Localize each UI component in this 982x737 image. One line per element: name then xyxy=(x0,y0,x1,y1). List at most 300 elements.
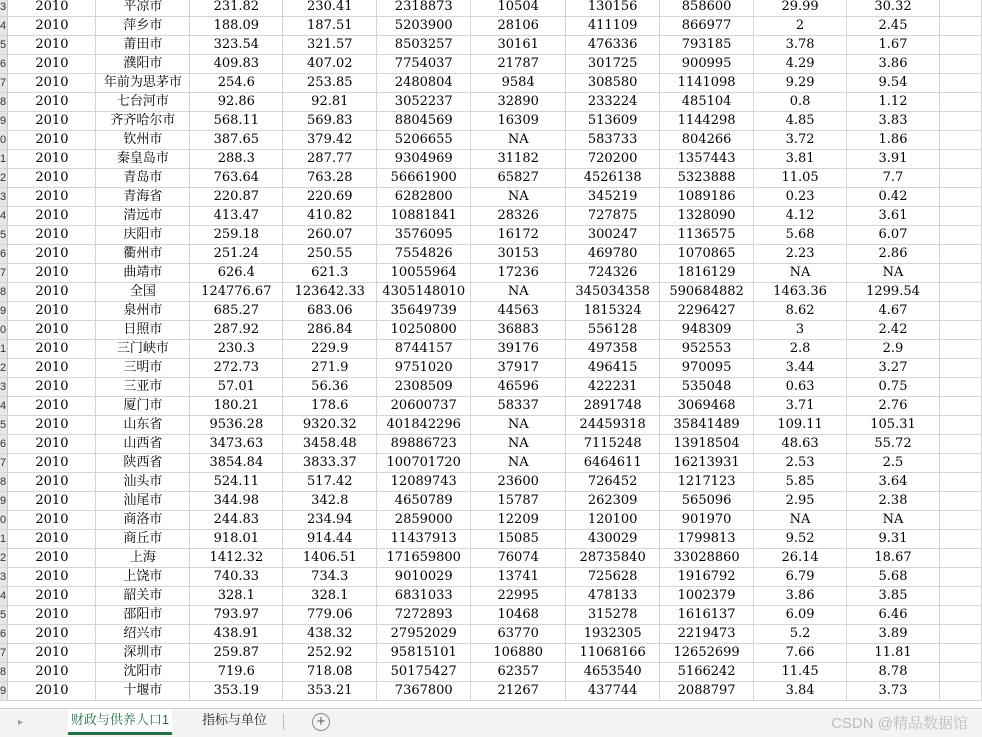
empty-cell[interactable] xyxy=(939,283,981,302)
table-cell[interactable]: 2.5 xyxy=(847,454,940,473)
table-cell[interactable]: 3.86 xyxy=(847,55,940,74)
table-cell[interactable]: 124776.67 xyxy=(190,283,283,302)
table-cell[interactable]: 29.99 xyxy=(754,0,847,17)
table-cell[interactable]: 301725 xyxy=(566,55,660,74)
table-cell[interactable]: 220.87 xyxy=(190,188,283,207)
table-cell[interactable]: 青岛市 xyxy=(96,169,190,188)
row-header[interactable]: 0 xyxy=(0,131,8,150)
row-header[interactable]: 4 xyxy=(0,17,8,36)
table-cell[interactable]: 18.67 xyxy=(847,549,940,568)
table-cell[interactable]: 621.3 xyxy=(283,264,377,283)
table-cell[interactable]: 9536.28 xyxy=(190,416,283,435)
table-cell[interactable]: 2010 xyxy=(8,530,96,549)
row-header[interactable]: 8 xyxy=(0,473,8,492)
table-cell[interactable]: NA xyxy=(471,188,566,207)
table-cell[interactable]: 230.41 xyxy=(283,0,377,17)
empty-cell[interactable] xyxy=(939,150,981,169)
table-cell[interactable]: 2010 xyxy=(8,207,96,226)
table-cell[interactable]: 76074 xyxy=(471,549,566,568)
table-cell[interactable]: 13741 xyxy=(471,568,566,587)
table-cell[interactable]: 6282800 xyxy=(377,188,471,207)
table-cell[interactable]: 12209 xyxy=(471,511,566,530)
table-cell[interactable]: 三明市 xyxy=(96,359,190,378)
table-cell[interactable]: 345034358 xyxy=(566,283,660,302)
table-cell[interactable]: 46596 xyxy=(471,378,566,397)
table-cell[interactable]: 0.75 xyxy=(847,378,940,397)
table-cell[interactable]: 3.84 xyxy=(754,682,847,701)
table-cell[interactable]: 4.85 xyxy=(754,112,847,131)
table-cell[interactable]: 260.07 xyxy=(283,226,377,245)
table-cell[interactable]: 725628 xyxy=(566,568,660,587)
table-cell[interactable]: 曲靖市 xyxy=(96,264,190,283)
table-cell[interactable]: 253.85 xyxy=(283,74,377,93)
empty-cell[interactable] xyxy=(939,435,981,454)
row-header[interactable]: 9 xyxy=(0,112,8,131)
table-cell[interactable]: 63770 xyxy=(471,625,566,644)
table-cell[interactable]: 92.81 xyxy=(283,93,377,112)
table-cell[interactable]: 十堰市 xyxy=(96,682,190,701)
table-cell[interactable]: 914.44 xyxy=(283,530,377,549)
table-cell[interactable]: NA xyxy=(471,283,566,302)
table-cell[interactable]: 3.89 xyxy=(847,625,940,644)
table-cell[interactable]: 517.42 xyxy=(283,473,377,492)
table-cell[interactable]: 10468 xyxy=(471,606,566,625)
table-cell[interactable]: 4653540 xyxy=(566,663,660,682)
empty-cell[interactable] xyxy=(939,682,981,701)
table-cell[interactable]: 353.21 xyxy=(283,682,377,701)
table-cell[interactable]: 727875 xyxy=(566,207,660,226)
table-cell[interactable]: 21787 xyxy=(471,55,566,74)
table-cell[interactable]: 8744157 xyxy=(377,340,471,359)
table-cell[interactable]: 5323888 xyxy=(660,169,754,188)
table-cell[interactable]: 9.31 xyxy=(847,530,940,549)
table-cell[interactable]: 262309 xyxy=(566,492,660,511)
table-cell[interactable]: 10881841 xyxy=(377,207,471,226)
table-cell[interactable]: 244.83 xyxy=(190,511,283,530)
row-header[interactable]: 0 xyxy=(0,511,8,530)
table-cell[interactable]: 345219 xyxy=(566,188,660,207)
table-cell[interactable]: 342.8 xyxy=(283,492,377,511)
table-cell[interactable]: 沈阳市 xyxy=(96,663,190,682)
table-cell[interactable]: 2010 xyxy=(8,302,96,321)
table-cell[interactable]: 2010 xyxy=(8,587,96,606)
table-cell[interactable]: 2010 xyxy=(8,549,96,568)
table-cell[interactable]: 2010 xyxy=(8,397,96,416)
table-cell[interactable]: 478133 xyxy=(566,587,660,606)
table-cell[interactable]: 6.46 xyxy=(847,606,940,625)
table-cell[interactable]: 35841489 xyxy=(660,416,754,435)
table-cell[interactable]: 2010 xyxy=(8,245,96,264)
table-cell[interactable]: 24459318 xyxy=(566,416,660,435)
table-cell[interactable]: 590684882 xyxy=(660,283,754,302)
table-cell[interactable]: 2010 xyxy=(8,188,96,207)
row-header[interactable]: 7 xyxy=(0,454,8,473)
table-cell[interactable]: 7367800 xyxy=(377,682,471,701)
table-cell[interactable]: 2.9 xyxy=(847,340,940,359)
table-cell[interactable]: 866977 xyxy=(660,17,754,36)
table-cell[interactable]: 2010 xyxy=(8,568,96,587)
table-cell[interactable]: 422231 xyxy=(566,378,660,397)
row-header[interactable]: 3 xyxy=(0,0,8,17)
table-cell[interactable]: 2010 xyxy=(8,150,96,169)
table-cell[interactable]: 4650789 xyxy=(377,492,471,511)
table-cell[interactable]: 3.81 xyxy=(754,150,847,169)
empty-cell[interactable] xyxy=(939,245,981,264)
table-cell[interactable]: 2010 xyxy=(8,321,96,340)
table-cell[interactable]: 秦皇岛市 xyxy=(96,150,190,169)
table-cell[interactable]: 379.42 xyxy=(283,131,377,150)
table-cell[interactable]: 287.92 xyxy=(190,321,283,340)
table-cell[interactable]: 三门峡市 xyxy=(96,340,190,359)
row-header[interactable]: 9 xyxy=(0,302,8,321)
row-header[interactable]: 0 xyxy=(0,321,8,340)
table-cell[interactable]: 23600 xyxy=(471,473,566,492)
table-cell[interactable]: 16172 xyxy=(471,226,566,245)
table-cell[interactable]: 58337 xyxy=(471,397,566,416)
empty-cell[interactable] xyxy=(939,169,981,188)
table-cell[interactable]: 918.01 xyxy=(190,530,283,549)
table-cell[interactable]: 10055964 xyxy=(377,264,471,283)
table-cell[interactable]: 1141098 xyxy=(660,74,754,93)
table-cell[interactable]: 793185 xyxy=(660,36,754,55)
table-cell[interactable]: 清远市 xyxy=(96,207,190,226)
table-cell[interactable]: 188.09 xyxy=(190,17,283,36)
table-cell[interactable]: 401842296 xyxy=(377,416,471,435)
table-cell[interactable]: 2010 xyxy=(8,36,96,55)
table-cell[interactable]: 1357443 xyxy=(660,150,754,169)
table-cell[interactable]: 259.87 xyxy=(190,644,283,663)
table-cell[interactable]: 1136575 xyxy=(660,226,754,245)
table-cell[interactable]: 57.01 xyxy=(190,378,283,397)
empty-cell[interactable] xyxy=(939,473,981,492)
table-cell[interactable]: NA xyxy=(471,435,566,454)
table-cell[interactable]: 300247 xyxy=(566,226,660,245)
table-cell[interactable]: 衢州市 xyxy=(96,245,190,264)
table-cell[interactable]: 858600 xyxy=(660,0,754,17)
table-cell[interactable]: 2.8 xyxy=(754,340,847,359)
row-header[interactable]: 4 xyxy=(0,207,8,226)
table-cell[interactable]: 深圳市 xyxy=(96,644,190,663)
table-cell[interactable]: 95815101 xyxy=(377,644,471,663)
table-cell[interactable]: 497358 xyxy=(566,340,660,359)
table-cell[interactable]: 438.91 xyxy=(190,625,283,644)
table-cell[interactable]: 9010029 xyxy=(377,568,471,587)
table-cell[interactable]: 2859000 xyxy=(377,511,471,530)
table-cell[interactable]: NA xyxy=(471,416,566,435)
table-cell[interactable]: 7.66 xyxy=(754,644,847,663)
table-cell[interactable]: 180.21 xyxy=(190,397,283,416)
tab-scroll-right-icon[interactable]: ▸ xyxy=(18,717,24,728)
row-header[interactable]: 8 xyxy=(0,663,8,682)
empty-cell[interactable] xyxy=(939,625,981,644)
tab-finance-population[interactable]: 财政与供养人口1 xyxy=(68,709,172,735)
table-cell[interactable]: 15787 xyxy=(471,492,566,511)
table-cell[interactable]: 568.11 xyxy=(190,112,283,131)
table-cell[interactable]: 10250800 xyxy=(377,321,471,340)
table-cell[interactable]: 437744 xyxy=(566,682,660,701)
table-cell[interactable]: 286.84 xyxy=(283,321,377,340)
table-cell[interactable]: 2010 xyxy=(8,454,96,473)
table-cell[interactable]: 2010 xyxy=(8,17,96,36)
table-cell[interactable]: 11437913 xyxy=(377,530,471,549)
table-cell[interactable]: 308580 xyxy=(566,74,660,93)
table-cell[interactable]: 2.53 xyxy=(754,454,847,473)
table-cell[interactable]: 31182 xyxy=(471,150,566,169)
table-cell[interactable]: 3 xyxy=(754,321,847,340)
row-header[interactable]: 4 xyxy=(0,587,8,606)
table-cell[interactable]: 0.42 xyxy=(847,188,940,207)
table-cell[interactable]: 5.68 xyxy=(847,568,940,587)
table-cell[interactable]: 30161 xyxy=(471,36,566,55)
table-cell[interactable]: 2010 xyxy=(8,644,96,663)
table-cell[interactable]: 4.29 xyxy=(754,55,847,74)
table-cell[interactable]: 6.79 xyxy=(754,568,847,587)
empty-cell[interactable] xyxy=(939,264,981,283)
table-cell[interactable]: 230.3 xyxy=(190,340,283,359)
table-cell[interactable]: 0.23 xyxy=(754,188,847,207)
table-cell[interactable]: 汕尾市 xyxy=(96,492,190,511)
table-cell[interactable]: 1217123 xyxy=(660,473,754,492)
table-cell[interactable]: 5166242 xyxy=(660,663,754,682)
table-cell[interactable]: 272.73 xyxy=(190,359,283,378)
table-cell[interactable]: 2010 xyxy=(8,131,96,150)
table-cell[interactable]: 陕西省 xyxy=(96,454,190,473)
table-cell[interactable]: 476336 xyxy=(566,36,660,55)
table-cell[interactable]: 1616137 xyxy=(660,606,754,625)
table-cell[interactable]: 259.18 xyxy=(190,226,283,245)
table-cell[interactable]: 4526138 xyxy=(566,169,660,188)
table-cell[interactable]: 5203900 xyxy=(377,17,471,36)
table-cell[interactable]: 1815324 xyxy=(566,302,660,321)
table-cell[interactable]: 39176 xyxy=(471,340,566,359)
table-cell[interactable]: 387.65 xyxy=(190,131,283,150)
table-cell[interactable]: 565096 xyxy=(660,492,754,511)
table-cell[interactable]: 220.69 xyxy=(283,188,377,207)
table-cell[interactable]: 2010 xyxy=(8,0,96,17)
table-cell[interactable]: 3854.84 xyxy=(190,454,283,473)
table-cell[interactable]: 1299.54 xyxy=(847,283,940,302)
table-cell[interactable]: 2010 xyxy=(8,264,96,283)
row-header[interactable]: 6 xyxy=(0,245,8,264)
table-cell[interactable]: 35649739 xyxy=(377,302,471,321)
table-cell[interactable]: 汕头市 xyxy=(96,473,190,492)
empty-cell[interactable] xyxy=(939,397,981,416)
table-cell[interactable]: 100701720 xyxy=(377,454,471,473)
table-cell[interactable]: 3.64 xyxy=(847,473,940,492)
table-cell[interactable]: 9320.32 xyxy=(283,416,377,435)
table-cell[interactable]: 3.71 xyxy=(754,397,847,416)
table-cell[interactable]: 2010 xyxy=(8,283,96,302)
table-cell[interactable]: 青海省 xyxy=(96,188,190,207)
table-cell[interactable]: 庆阳市 xyxy=(96,226,190,245)
table-cell[interactable]: 泉州市 xyxy=(96,302,190,321)
table-cell[interactable]: 日照市 xyxy=(96,321,190,340)
table-cell[interactable]: 407.02 xyxy=(283,55,377,74)
table-cell[interactable]: 410.82 xyxy=(283,207,377,226)
table-cell[interactable]: 1.86 xyxy=(847,131,940,150)
table-cell[interactable]: 315278 xyxy=(566,606,660,625)
table-cell[interactable]: 2010 xyxy=(8,359,96,378)
table-cell[interactable]: 3.86 xyxy=(754,587,847,606)
table-cell[interactable]: 287.77 xyxy=(283,150,377,169)
row-header[interactable]: 6 xyxy=(0,625,8,644)
table-cell[interactable]: 1816129 xyxy=(660,264,754,283)
table-cell[interactable]: 9304969 xyxy=(377,150,471,169)
table-cell[interactable]: 2010 xyxy=(8,625,96,644)
row-header[interactable]: 8 xyxy=(0,283,8,302)
table-cell[interactable]: 0.63 xyxy=(754,378,847,397)
table-cell[interactable]: 2480804 xyxy=(377,74,471,93)
empty-cell[interactable] xyxy=(939,188,981,207)
empty-cell[interactable] xyxy=(939,378,981,397)
table-cell[interactable]: 21267 xyxy=(471,682,566,701)
table-cell[interactable]: 556128 xyxy=(566,321,660,340)
table-cell[interactable]: 2010 xyxy=(8,682,96,701)
table-cell[interactable]: 2 xyxy=(754,17,847,36)
table-cell[interactable]: 2010 xyxy=(8,112,96,131)
table-cell[interactable]: 32890 xyxy=(471,93,566,112)
table-cell[interactable]: 濮阳市 xyxy=(96,55,190,74)
table-cell[interactable]: 0.8 xyxy=(754,93,847,112)
table-cell[interactable]: 2.95 xyxy=(754,492,847,511)
table-cell[interactable]: 106880 xyxy=(471,644,566,663)
table-cell[interactable]: 8.62 xyxy=(754,302,847,321)
table-cell[interactable]: 328.1 xyxy=(283,587,377,606)
row-header[interactable]: 5 xyxy=(0,606,8,625)
table-cell[interactable]: 1932305 xyxy=(566,625,660,644)
table-cell[interactable]: 6464611 xyxy=(566,454,660,473)
empty-cell[interactable] xyxy=(939,226,981,245)
table-cell[interactable]: 2010 xyxy=(8,435,96,454)
table-cell[interactable]: 48.63 xyxy=(754,435,847,454)
table-cell[interactable]: 11068166 xyxy=(566,644,660,663)
table-cell[interactable]: 七台河市 xyxy=(96,93,190,112)
empty-cell[interactable] xyxy=(939,492,981,511)
table-cell[interactable]: 3.61 xyxy=(847,207,940,226)
table-cell[interactable]: 524.11 xyxy=(190,473,283,492)
table-cell[interactable]: 970095 xyxy=(660,359,754,378)
empty-cell[interactable] xyxy=(939,207,981,226)
table-cell[interactable]: 6.07 xyxy=(847,226,940,245)
table-cell[interactable]: 12652699 xyxy=(660,644,754,663)
table-cell[interactable]: 430029 xyxy=(566,530,660,549)
row-header[interactable]: 7 xyxy=(0,644,8,663)
table-cell[interactable]: 9.54 xyxy=(847,74,940,93)
table-cell[interactable]: 11.45 xyxy=(754,663,847,682)
table-cell[interactable]: 2010 xyxy=(8,169,96,188)
table-cell[interactable]: NA xyxy=(754,264,847,283)
table-cell[interactable]: NA xyxy=(471,454,566,473)
table-cell[interactable]: 251.24 xyxy=(190,245,283,264)
table-cell[interactable]: 8804569 xyxy=(377,112,471,131)
table-cell[interactable]: 411109 xyxy=(566,17,660,36)
empty-cell[interactable] xyxy=(939,36,981,55)
table-cell[interactable]: 5.85 xyxy=(754,473,847,492)
table-cell[interactable]: 20600737 xyxy=(377,397,471,416)
table-cell[interactable]: 3.44 xyxy=(754,359,847,378)
table-cell[interactable]: 513609 xyxy=(566,112,660,131)
table-cell[interactable]: 7754037 xyxy=(377,55,471,74)
table-cell[interactable]: 1.67 xyxy=(847,36,940,55)
table-cell[interactable]: 763.28 xyxy=(283,169,377,188)
table-cell[interactable]: 62357 xyxy=(471,663,566,682)
table-cell[interactable]: 商丘市 xyxy=(96,530,190,549)
table-cell[interactable]: 2010 xyxy=(8,663,96,682)
table-cell[interactable]: 9584 xyxy=(471,74,566,93)
table-cell[interactable]: 4305148010 xyxy=(377,283,471,302)
table-cell[interactable]: 2219473 xyxy=(660,625,754,644)
table-cell[interactable]: 37917 xyxy=(471,359,566,378)
table-cell[interactable]: 793.97 xyxy=(190,606,283,625)
table-cell[interactable]: 28326 xyxy=(471,207,566,226)
table-cell[interactable]: 33028860 xyxy=(660,549,754,568)
table-cell[interactable]: 683.06 xyxy=(283,302,377,321)
table-cell[interactable]: 山东省 xyxy=(96,416,190,435)
table-cell[interactable]: 韶关市 xyxy=(96,587,190,606)
table-cell[interactable]: 4.67 xyxy=(847,302,940,321)
table-cell[interactable]: 92.86 xyxy=(190,93,283,112)
table-cell[interactable]: 3.91 xyxy=(847,150,940,169)
table-cell[interactable]: 4.12 xyxy=(754,207,847,226)
table-cell[interactable]: 321.57 xyxy=(283,36,377,55)
table-cell[interactable]: 724326 xyxy=(566,264,660,283)
table-cell[interactable]: 邵阳市 xyxy=(96,606,190,625)
table-cell[interactable]: 平凉市 xyxy=(96,0,190,17)
table-cell[interactable]: 229.9 xyxy=(283,340,377,359)
table-cell[interactable]: 1144298 xyxy=(660,112,754,131)
row-header[interactable]: 2 xyxy=(0,169,8,188)
table-cell[interactable]: 28106 xyxy=(471,17,566,36)
table-cell[interactable]: 3.85 xyxy=(847,587,940,606)
table-cell[interactable]: 252.92 xyxy=(283,644,377,663)
empty-cell[interactable] xyxy=(939,454,981,473)
table-cell[interactable]: 6831033 xyxy=(377,587,471,606)
table-cell[interactable]: 莆田市 xyxy=(96,36,190,55)
table-cell[interactable]: 9.52 xyxy=(754,530,847,549)
table-cell[interactable]: 2010 xyxy=(8,340,96,359)
table-cell[interactable]: 344.98 xyxy=(190,492,283,511)
table-cell[interactable]: 上饶市 xyxy=(96,568,190,587)
table-cell[interactable]: 16213931 xyxy=(660,454,754,473)
table-cell[interactable]: 2.76 xyxy=(847,397,940,416)
table-cell[interactable]: 719.6 xyxy=(190,663,283,682)
table-cell[interactable]: 16309 xyxy=(471,112,566,131)
table-cell[interactable]: 233224 xyxy=(566,93,660,112)
table-cell[interactable]: 485104 xyxy=(660,93,754,112)
row-header[interactable]: 5 xyxy=(0,226,8,245)
table-cell[interactable]: 2.23 xyxy=(754,245,847,264)
table-cell[interactable]: 55.72 xyxy=(847,435,940,454)
table-cell[interactable]: 56.36 xyxy=(283,378,377,397)
table-cell[interactable]: 3833.37 xyxy=(283,454,377,473)
table-cell[interactable]: 钦州市 xyxy=(96,131,190,150)
table-cell[interactable]: 288.3 xyxy=(190,150,283,169)
table-cell[interactable]: 3052237 xyxy=(377,93,471,112)
table-cell[interactable]: 8.78 xyxy=(847,663,940,682)
table-cell[interactable]: 438.32 xyxy=(283,625,377,644)
table-cell[interactable]: 3.78 xyxy=(754,36,847,55)
empty-cell[interactable] xyxy=(939,663,981,682)
row-header[interactable]: 5 xyxy=(0,36,8,55)
table-cell[interactable]: 7272893 xyxy=(377,606,471,625)
empty-cell[interactable] xyxy=(939,74,981,93)
empty-cell[interactable] xyxy=(939,644,981,663)
table-cell[interactable]: 5.68 xyxy=(754,226,847,245)
table-cell[interactable]: 10504 xyxy=(471,0,566,17)
table-cell[interactable]: 323.54 xyxy=(190,36,283,55)
empty-cell[interactable] xyxy=(939,587,981,606)
table-cell[interactable]: 2010 xyxy=(8,378,96,397)
